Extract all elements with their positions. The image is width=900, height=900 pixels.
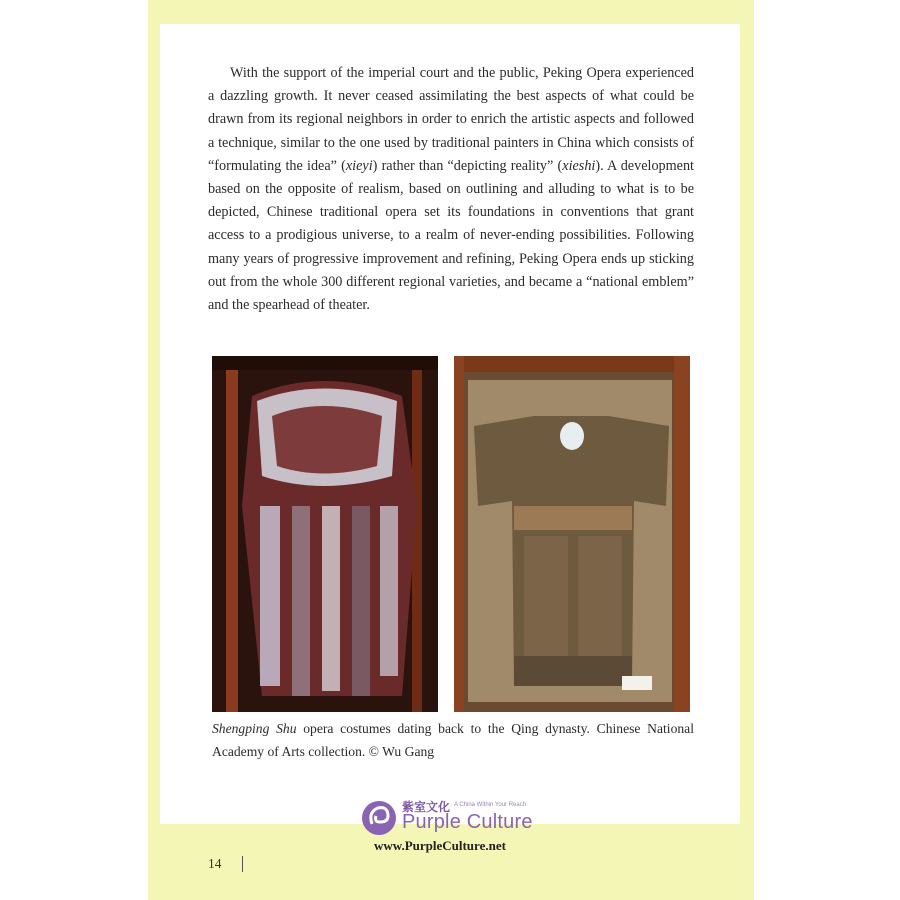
body-paragraph-text: With the support of the imperial court and the public, Peking Opera experienced a dazzling growth. It never ceased assimilating the best aspects of what could be drawn from its regional neighbors in order to enrich the artistic aspects and followed a technique, similar to the one used by traditional painters in China which consists of “formulating the idea” (xieyi) rather than “depicting reality” (xieshi). A development based on the opposite of realism, based on outlining and alluding to what is to be depicted, Chinese traditional opera set its foundations in conventions that grant access to a prodigious universe, to a realm of never-ending possibilities. Following many years of progressive improvement and refining, Peking Opera ends up sticking out from the whole 300 different regional varieties, and became a “national emblem” and the spearhead of theater. [208, 65, 694, 314]
purple-culture-watermark [360, 794, 580, 856]
page-number-divider [242, 856, 243, 872]
caption-text: opera costumes dating back to the Qing dynasty. Chinese National Academy of Arts collection. © Wu Gang [212, 721, 694, 759]
page-number: 14 [208, 856, 222, 871]
watermark-chinese: 紫室文化 [402, 800, 451, 814]
watermark-url: www.PurpleCulture.net [374, 838, 506, 853]
costume-photo-right [454, 356, 690, 712]
watermark-brand: Purple Culture [402, 811, 533, 833]
purple-culture-logo-icon [360, 798, 398, 838]
photo-caption [212, 717, 694, 763]
caption-title: Shengping Shu [212, 721, 297, 736]
costume-photo-left [212, 356, 438, 712]
body-paragraph [208, 62, 694, 317]
watermark-tagline: A China Within Your Reach [454, 802, 527, 808]
